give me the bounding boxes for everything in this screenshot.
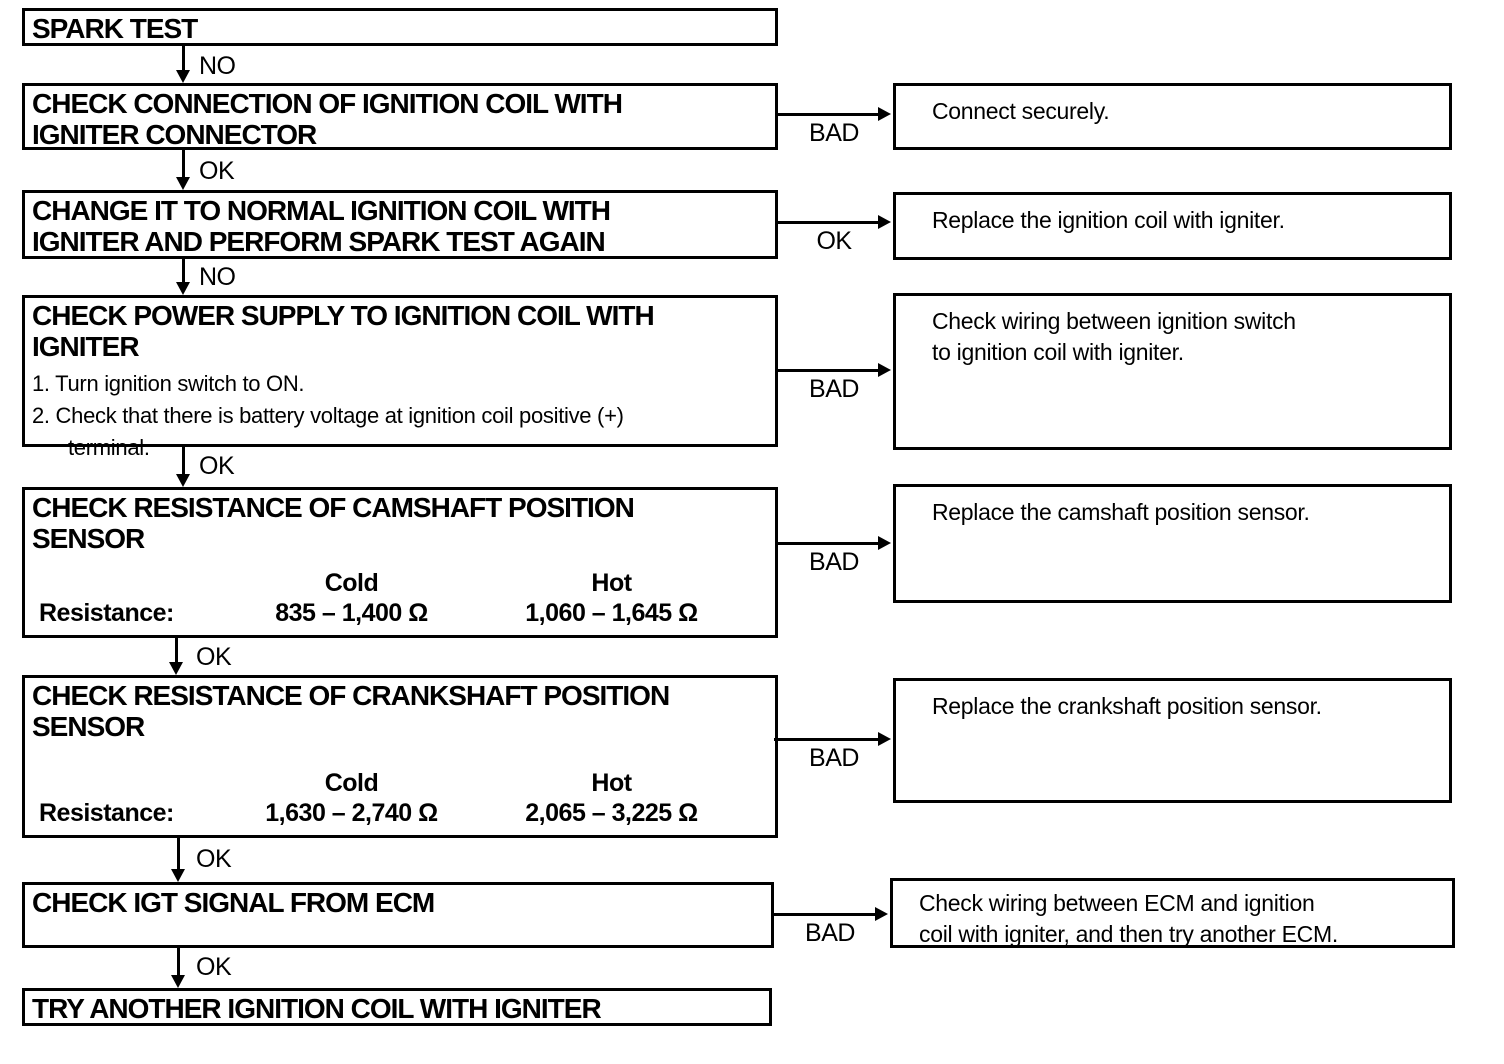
step-title-line: TRY ANOTHER IGNITION COIL WITH IGNITER [32, 993, 601, 1024]
down-arrow-1 [175, 46, 192, 83]
arrow-head-right-icon [878, 536, 891, 550]
branch-arrow-label-2: OK [816, 227, 852, 255]
down-arrow-7 [170, 948, 187, 988]
down-arrow-6 [170, 838, 187, 882]
down-arrow-label-3: NO [199, 263, 236, 291]
step-box-try-another-coil [22, 988, 772, 1026]
step-title-line: CHECK POWER SUPPLY TO IGNITION COIL WITH [32, 300, 654, 331]
cold-value: 1,630 – 2,740 Ω [265, 799, 438, 827]
step-box-spark-test [22, 8, 778, 46]
branch-arrow-label-5: BAD [809, 744, 859, 772]
arrow-shaft [177, 948, 180, 976]
down-arrow-label-7: OK [196, 953, 232, 981]
arrow-head-down-icon [176, 177, 190, 190]
arrow-shaft [182, 447, 185, 475]
step-title-line: CHECK RESISTANCE OF CAMSHAFT POSITION [32, 492, 634, 523]
result-text-line: Replace the camshaft position sensor. [932, 499, 1310, 525]
step-box-check-power-supply [22, 295, 778, 460]
down-arrow-label-5: OK [196, 643, 232, 671]
result-box-connect-securely [893, 83, 1452, 150]
step-title-line: CHECK IGT SIGNAL FROM ECM [32, 887, 435, 918]
step-box-check-connection [22, 83, 778, 150]
hot-value: 1,060 – 1,645 Ω [525, 599, 698, 627]
arrow-shaft [182, 259, 185, 283]
arrow-shaft [774, 738, 879, 741]
resistance-label: Resistance: [39, 799, 174, 827]
down-arrow-label-2: OK [199, 157, 235, 185]
step-title-line: SPARK TEST [32, 13, 198, 44]
cold-header: Cold [324, 769, 379, 797]
branch-arrow-label-4: BAD [809, 548, 859, 576]
resistance-value-row [29, 598, 771, 628]
down-arrow-label-4: OK [199, 452, 235, 480]
arrow-shaft [778, 113, 879, 116]
arrow-shaft [778, 542, 879, 545]
step-title-line: SENSOR [32, 523, 145, 554]
arrow-head-down-icon [176, 474, 190, 487]
arrow-head-down-icon [169, 662, 183, 675]
result-box-replace-camshaft-sensor [893, 484, 1452, 603]
result-text-line: Replace the crankshaft position sensor. [932, 693, 1322, 719]
arrow-head-down-icon [176, 70, 190, 83]
result-text-line: Replace the ignition coil with igniter. [932, 207, 1285, 233]
resistance-header-row [29, 568, 771, 598]
result-text-line: Check wiring between ECM and ignition [919, 890, 1315, 916]
arrow-shaft [778, 369, 879, 372]
step-box-change-coil [22, 190, 778, 259]
resistance-label: Resistance: [39, 599, 174, 627]
branch-arrow-label-6: BAD [805, 919, 855, 947]
hot-header: Hot [591, 769, 632, 797]
step-title-line: CHECK CONNECTION OF IGNITION COIL WITH [32, 88, 622, 119]
arrow-head-down-icon [176, 282, 190, 295]
result-box-check-wiring-ecm [890, 878, 1455, 948]
arrow-head-down-icon [171, 869, 185, 882]
result-text-line: Check wiring between ignition switch [932, 308, 1296, 334]
arrow-head-down-icon [171, 975, 185, 988]
cold-value: 835 – 1,400 Ω [275, 599, 428, 627]
arrow-shaft [175, 638, 178, 663]
resistance-table [29, 768, 771, 828]
instruction-list [25, 368, 775, 464]
down-arrow-4 [175, 447, 192, 487]
arrow-shaft [182, 150, 185, 178]
down-arrow-5 [168, 638, 185, 675]
hot-value: 2,065 – 3,225 Ω [525, 799, 698, 827]
hot-header: Hot [591, 569, 632, 597]
down-arrow-label-1: NO [199, 52, 236, 80]
arrow-shaft [778, 221, 879, 224]
result-text-line: to ignition coil with igniter. [932, 339, 1184, 365]
arrow-head-right-icon [878, 107, 891, 121]
step-title-line: IGNITER [32, 331, 139, 362]
resistance-table [29, 568, 771, 628]
step-title-line: SENSOR [32, 711, 145, 742]
branch-arrow-label-3: BAD [809, 375, 859, 403]
step-box-camshaft-resistance [22, 487, 778, 638]
instruction-line: 1. Turn ignition switch to ON. [32, 371, 305, 396]
step-title-line: IGNITER CONNECTOR [32, 119, 317, 150]
step-title-line: CHECK RESISTANCE OF CRANKSHAFT POSITION [32, 680, 670, 711]
arrow-head-right-icon [875, 907, 888, 921]
step-box-crankshaft-resistance [22, 675, 778, 838]
instruction-line: 2. Check that there is battery voltage at ignition coil positive (+) [32, 403, 624, 428]
down-arrow-label-6: OK [196, 845, 232, 873]
result-box-replace-ignition-coil [893, 192, 1452, 260]
step-title-line: IGNITER AND PERFORM SPARK TEST AGAIN [32, 226, 605, 257]
resistance-header-row [29, 768, 771, 798]
arrow-shaft [182, 46, 185, 71]
result-box-replace-crankshaft-sensor [893, 678, 1452, 803]
arrow-head-right-icon [878, 732, 891, 746]
step-box-check-igt-signal [22, 882, 774, 948]
instruction-line: terminal. [68, 435, 150, 460]
arrow-shaft [177, 838, 180, 870]
branch-arrow-label-1: BAD [809, 119, 859, 147]
step-title-line: CHANGE IT TO NORMAL IGNITION COIL WITH [32, 195, 610, 226]
down-arrow-2 [175, 150, 192, 190]
down-arrow-3 [175, 259, 192, 295]
cold-header: Cold [324, 569, 379, 597]
resistance-value-row [29, 798, 771, 828]
arrow-shaft [772, 913, 876, 916]
result-text-line: Connect securely. [932, 98, 1110, 124]
result-text-line: coil with igniter, and then try another ECM. [919, 921, 1338, 947]
arrow-head-right-icon [878, 215, 891, 229]
arrow-head-right-icon [878, 363, 891, 377]
result-box-check-wiring-ignition-switch [893, 293, 1452, 450]
